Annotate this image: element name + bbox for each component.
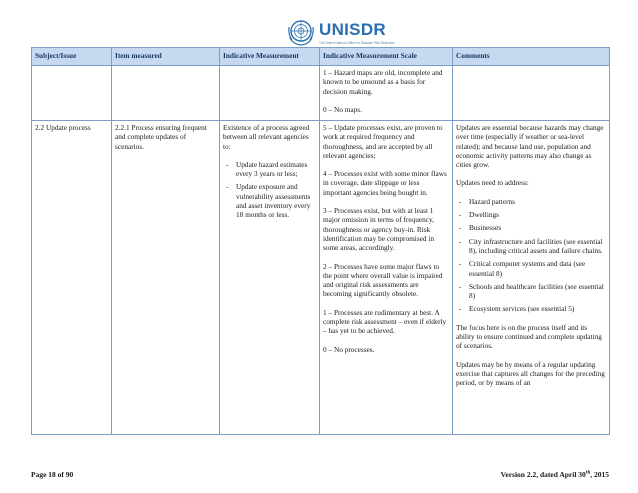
list-item: - Businesses bbox=[456, 223, 606, 232]
table-row bbox=[32, 66, 610, 121]
scale-level-3: 3 – Processes exist, but with at least 1 major omission in terms of frequency, thoroughness or agency buy-in. Risk identification may be compromised in some areas, accordingly. bbox=[323, 206, 435, 253]
list-item: - Ecosystem services (see essential 5) bbox=[456, 304, 606, 313]
page-number: Page 18 of 90 bbox=[31, 470, 74, 479]
cell-measurement bbox=[220, 121, 320, 435]
version-prefix: Version 2.2, dated April 30 bbox=[500, 470, 586, 479]
table-row bbox=[32, 121, 610, 435]
list-item: - Critical computer systems and data (see essential 8) bbox=[456, 259, 606, 278]
table-header-row bbox=[32, 48, 610, 66]
scale-level-0: 0 – No processes. bbox=[323, 344, 375, 354]
scale-level-5: 5 – Update processes exist, are proven to work at required frequency and thoroughness, and are accepted by all relevant agencies; bbox=[323, 123, 443, 160]
comments-tail: Updates may be by means of a regular updating exercise that captures all changes for the preceding period, or by means of an bbox=[456, 359, 605, 388]
list-item: - Update hazard estimates every 3 years or less; bbox=[223, 160, 316, 179]
column-header-scale: Indicative Measurement Scale bbox=[320, 48, 453, 66]
cell-scale bbox=[320, 66, 453, 121]
list-item: - Dwellings bbox=[456, 210, 606, 219]
scale-level-1: 1 – Processes are rudimentary at best. A complete risk assessment – even if elderly – has yet to be achieved. bbox=[323, 307, 447, 336]
scale-level-4: 4 – Processes exist with some minor flaws in coverage, date slippage or less important agencies being bought in. bbox=[323, 169, 447, 197]
scale-level-2: 2 – Processes have some major flaws to the point where overall value is impaired and original risk assessments are becoming significantly obsolete. bbox=[323, 261, 443, 299]
logo-wordmark: UNISDR bbox=[319, 20, 386, 39]
cell-comments bbox=[453, 121, 610, 435]
comments-intro: Updates are essential because hazards may change over time (especially if weather or sea-level related); and because land use, population and economic activity patterns may also change as cities grow. bbox=[456, 123, 604, 170]
column-header-measurement: Indicative Measurement bbox=[220, 48, 320, 66]
un-emblem-icon bbox=[286, 17, 316, 47]
scale-level-0: 0 – No maps. bbox=[323, 104, 362, 114]
cell-subject: 2.2 Update process bbox=[32, 121, 112, 435]
list-item: - Hazard patterns bbox=[456, 197, 606, 206]
column-header-subject: Subject/Issue bbox=[32, 48, 112, 66]
cell-item: 2.2.1 Process ensuring frequent and complete updates of scenarios. bbox=[112, 121, 220, 435]
version-info bbox=[501, 470, 609, 479]
version-suffix: , 2015 bbox=[590, 470, 609, 479]
cell-item bbox=[112, 66, 220, 121]
comments-focus: The focus here is on the process itself and its ability to ensure continued and complete updating of scenarios. bbox=[456, 322, 602, 351]
comments-lead: Updates need to address: bbox=[456, 178, 529, 188]
list-item: - City infrastructure and facilities (see essential 8), including critical assets and failure chains. bbox=[456, 237, 606, 256]
logo-tagline: The United Nations Office for Disaster Risk Reduction bbox=[319, 41, 395, 45]
cell-measurement bbox=[220, 66, 320, 121]
measurement-table bbox=[31, 47, 610, 435]
version-ordinal: th bbox=[585, 470, 591, 476]
cell-subject bbox=[32, 66, 112, 121]
column-header-item: Item measured bbox=[112, 48, 220, 66]
list-item: - Update exposure and vulnerability assessments and asset inventory every 18 months or less. bbox=[223, 182, 316, 219]
scale-level-1: 1 – Hazard maps are old, incomplete and known to be unsound as a basis for decision making. bbox=[323, 68, 443, 96]
measurement-list bbox=[223, 160, 316, 220]
column-header-comments: Comments bbox=[453, 48, 610, 66]
comments-list bbox=[456, 197, 606, 314]
measurement-intro: Existence of a process agreed between all relevant agencies to: bbox=[223, 123, 310, 151]
list-item: - Schools and healthcare facilities (see essential 8) bbox=[456, 282, 606, 301]
cell-scale bbox=[320, 121, 453, 435]
cell-comments bbox=[453, 66, 610, 121]
